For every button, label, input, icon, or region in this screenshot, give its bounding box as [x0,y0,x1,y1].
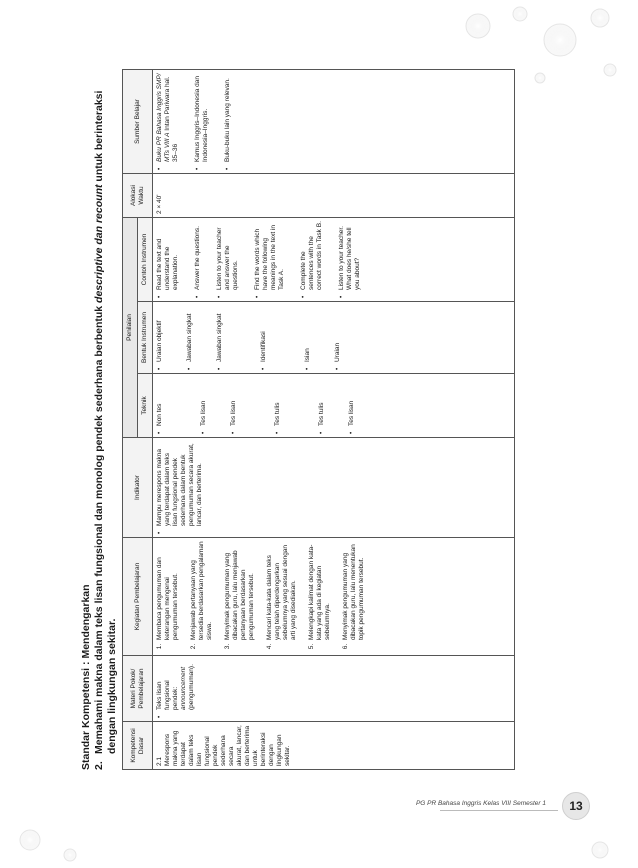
bentuk-item: • Isian [304,305,312,362]
contoh-item: • Listen to your teacher and answer the questions. [216,221,240,290]
sk-text-b: untuk berinteraksi [93,90,105,185]
materi-text: Teks lisan fungsional pendek: [156,680,179,710]
header-sumber: Sumber Belajar [123,70,153,174]
teknik-item: • Tes lisan [200,377,208,426]
sk-text-line2: dengan lingkungan sekitar. [106,618,118,754]
contoh-item: • Answer the questions. [194,221,202,290]
cell-indikator [153,438,515,538]
bentuk-item: • Jawaban singkat [216,305,224,362]
kegiatan-item: 3. Menyimak pengumuman yang dibacakan guru, lalu menjawab pertanyaan berdasarkan pengumuman tersebut. [224,541,256,642]
cell-kegiatan [153,538,515,656]
header-kegiatan: Kegiatan Pembelajaran [123,538,153,656]
standar-kompetensi-heading [80,60,119,770]
header-indikator: Indikator [123,438,153,538]
sk-label: Standar Kompetensi : [80,661,92,770]
bentuk-item: • Identifikasi [260,305,268,362]
sumber-item: • Buku-buku lain yang relevan. [224,73,232,162]
materi-item [156,659,196,710]
materi-paren: (pengumuman). [188,664,195,710]
cell-bentuk [153,302,515,374]
teknik-item: • Tes lisan [230,377,238,426]
header-alokasi: Alokasi Waktu [123,174,153,218]
contoh-item: • Listen to your teacher. What does he/she tell you about? [338,221,362,290]
contoh-item: • Find the words which have the following meanings in the text in Task A. [254,221,286,290]
footer-divider [440,810,558,811]
header-penilaian: Penilaian [123,218,138,438]
cell-kompetensi-dasar: 2.1 Merespons makna yang terdapat dalam teks lisan fungsional pendek sederhana secara akurat, lancar, dan berterima untuk berinteraksi dengan lingkungan sekitar. [153,722,515,770]
teknik-item: • Tes tulis [318,377,326,426]
teknik-item: • Tes lisan [348,377,356,426]
materi-italic: announcement [180,666,187,710]
sumber-item: • Kamus Inggris–Indonesia dan Indonesia–Inggris. [194,73,210,162]
sk-text [93,91,106,754]
kegiatan-item: 2. Menjawab pertanyaan yang tersedia berdasarkan pengalaman siswa. [190,541,214,642]
header-kompetensi-dasar: Kompetensi Dasar [123,722,153,770]
kegiatan-item: 1. Membaca pengumuman dan keterangan mengenai pengumuman tersebut. [156,541,180,642]
indikator-item: • Mampu merespons makna yang terdapat dalam teks lisan fungsional pendek sederhana dalam bentuk pengumuman secara akurat, lancar, dan berterima. [156,441,204,526]
cell-teknik [153,374,515,438]
teknik-item: • Tes tulis [274,377,282,426]
header-teknik: Teknik [138,374,153,438]
header-materi-pokok: Materi Pokok/ Pembelajaran [123,656,153,722]
bentuk-item: • Uraian objektif [156,305,164,362]
sk-text-a: Memahami makna dalam teks lisan fungsional dan monolog pendek sederhana berbentuk [93,302,105,754]
sk-number: 2. [93,761,105,770]
sumber-rest: Intan Pariwara hal. 35–36 [164,76,179,162]
sk-text-italic: descriptive dan recount [93,184,105,303]
contoh-item: • Complete the sentences with the correct words in Task B. [300,221,324,290]
contoh-item: • Read the text and understand the explanation. [156,221,180,290]
header-bentuk: Bentuk Instrumen [138,302,153,374]
cell-materi-pokok [153,656,515,722]
sk-value: Mendengarkan [80,584,92,659]
kegiatan-item: 4. Mencari kata-kata dalam teks yang telah diperdengarkan sebelumnya yang sesuai dengan arti yang disediakan. [266,541,298,642]
cell-sumber [153,70,515,174]
silabus-table [122,69,515,770]
kegiatan-item: 5. Melengkapi kalimat dengan kata-kata yang ada di kegiatan sebelumnya. [308,541,332,642]
page-number: 13 [562,792,590,820]
sumber-italic: Buku PR Bahasa Inggris SMP/ MTs VIII A [156,73,171,162]
rotated-page-content [80,60,580,770]
cell-alokasi: 2 × 40' [153,174,515,218]
bentuk-item: • Uraian [334,305,342,362]
header-contoh: Contoh Instrumen [138,218,153,302]
teknik-item: • Non tes [156,377,164,426]
kegiatan-item: 6. Menyimak pengumuman yang dibacakan guru, lalu menentukan topik pengumuman tersebut. [342,541,366,642]
footer-text: PG PR Bahasa Inggris Kelas VIII Semester 1 [415,800,546,807]
bentuk-item: • Jawaban singkat [186,305,194,362]
sumber-item [156,73,180,162]
cell-contoh [153,218,515,302]
